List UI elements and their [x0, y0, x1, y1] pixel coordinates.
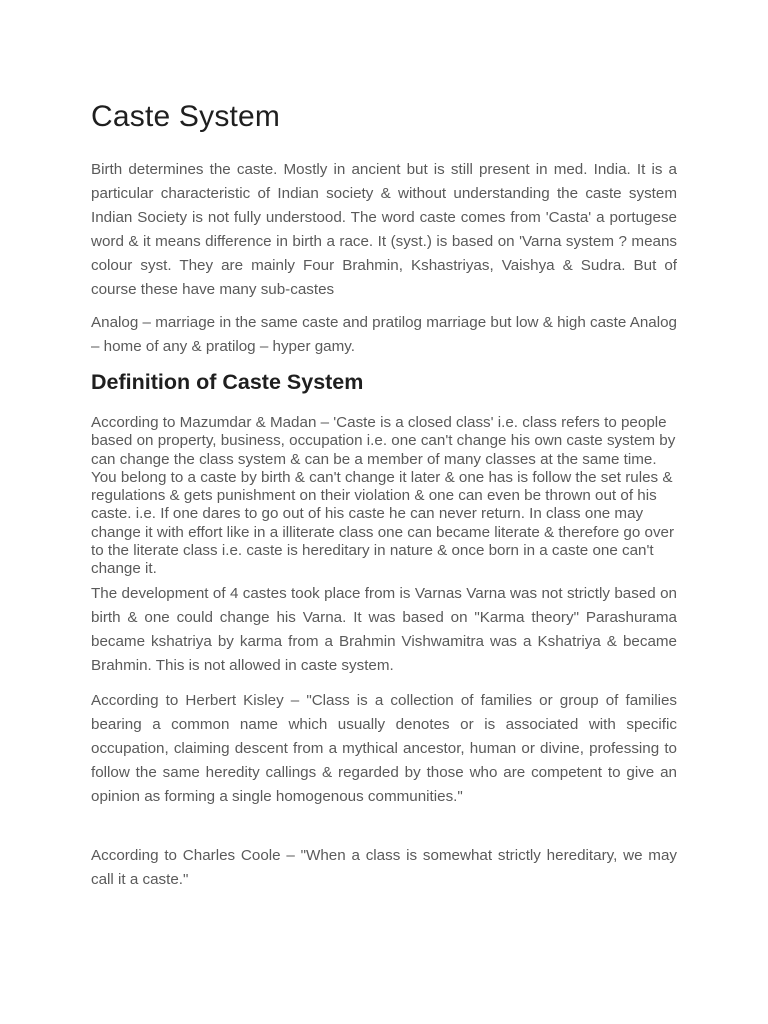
kisley-definition-paragraph: According to Herbert Kisley – "Class is a collection of families or group of families bearing a common name which usually denotes or is associated with specific occupation, claiming descent from a mythical ancestor, human or divine, professing to follow the same heredity callings & regarded by those who are competent to give an opinion as forming a single homogenous communities."	[91, 692, 677, 805]
analog-paragraph: Analog – marriage in the same caste and pratilog marriage but low & high caste Analog – home of any & pratilog – hyper gamy.	[91, 314, 677, 355]
varna-development-paragraph: The development of 4 castes took place from is Varnas Varna was not strictly based on birth & one could change his Varna. It was based on "Karma theory" Parashurama became kshatriya by karma from a Brahmin Vishwamitra was a Kshatriya & became Brahmin. This is not allowed in caste system.	[91, 585, 677, 674]
page-title: Caste System	[91, 100, 281, 133]
mazumdar-madan-paragraph: According to Mazumdar & Madan – 'Caste is a closed class' i.e. class refers to people based on property, business, occupation i.e. one can't change his own caste system by can change the class system & can be a member of many classes at the same time. You belong to a caste by birth & can't change it later & one has is follow the set rules & regulations & gets punishment on their violation & one can even be thrown out of his caste. i.e. If one dares to go out of his caste he can never return. In class one may change it with effort like in a illiterate class one can became literate & therefore go over to the literate class i.e. caste is hereditary in nature & once born in a caste one can't change it.	[91, 414, 676, 578]
intro-paragraph: Birth determines the caste. Mostly in ancient but is still present in med. India. It is a particular characteristic of Indian society & without understanding the caste system Indian Society is not fully understood. The word caste comes from 'Casta' a portugese word & it means difference in birth a race. It (syst.) is based on 'Varna system ? means colour syst. They are mainly Four Brahmin, Kshastriyas, Vaishya & Sudra. But of course these have many sub-castes	[91, 161, 677, 298]
coole-definition-paragraph: According to Charles Coole – "When a class is somewhat strictly hereditary, we may call it a caste."	[91, 847, 677, 888]
section-heading: Definition of Caste System	[91, 370, 364, 394]
